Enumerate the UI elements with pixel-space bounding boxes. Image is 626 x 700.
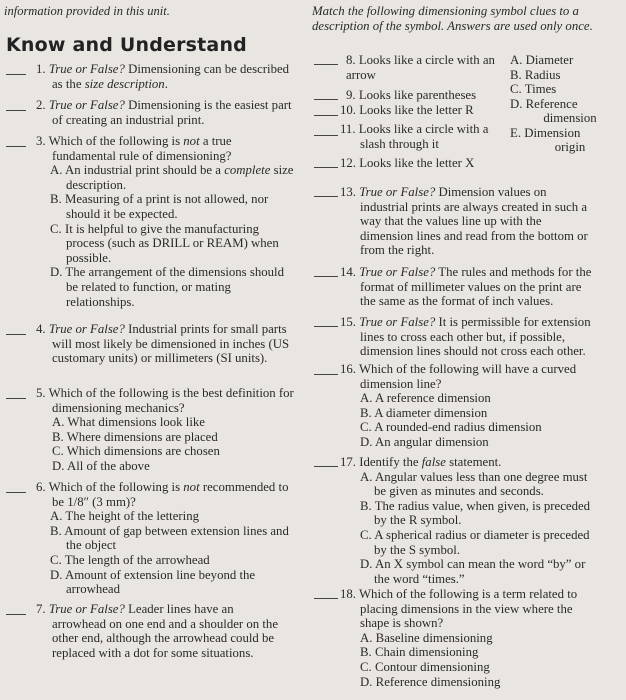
question-6 (36, 480, 298, 597)
question-2 (36, 98, 294, 127)
emphasis-text: not (183, 134, 200, 148)
option-b: B. Chain dimensioning (360, 645, 479, 660)
matching-answer-list (510, 53, 622, 155)
answer-option-d-cont: dimension (543, 111, 597, 125)
answer-blank-12[interactable] (314, 167, 338, 168)
question-text-end: recommended to be 1/8″ (3 mm)? (52, 480, 289, 509)
option-c: C. A spherical radius or diameter is preceded by the S symbol. (360, 527, 590, 557)
matching-clue-10: 10. Looks like the letter R (340, 103, 474, 117)
option-c: C. The length of the arrowhead (50, 552, 210, 567)
option-a: A. Baseline dimensioning (360, 630, 493, 645)
question-number: 2. (36, 98, 46, 112)
option-a: A. An industrial print should be a complete size description. (50, 163, 294, 192)
answer-blank-15[interactable] (314, 326, 338, 327)
question-text: Which of the following is the best definition for dimensioning mechanics? (48, 386, 294, 415)
option-b: B. A diameter dimension (360, 405, 488, 420)
emphasis-text: not (183, 480, 200, 494)
matching-clue-9: 9. Looks like parentheses (346, 88, 477, 102)
question-number: 1. (36, 62, 46, 76)
answer-option-d: D. Reference (510, 96, 578, 111)
option-a: A. What dimensions look like (52, 415, 205, 430)
question-3 (36, 134, 294, 309)
question-number: 5. (36, 386, 46, 400)
answer-option-c: C. Times (510, 82, 557, 96)
matching-clue-12: 12. Looks like the letter X (340, 156, 475, 170)
answer-option-b: B. Radius (510, 67, 561, 82)
question-text: Dimensioning can be described as the (52, 62, 290, 91)
question-1 (36, 62, 294, 91)
true-false-lead: True or False? (48, 98, 125, 112)
question-number: 4. (36, 322, 46, 336)
option-d: D. An angular dimension (360, 434, 489, 449)
option-c: C. Contour dimensioning (360, 659, 490, 674)
answer-option-e-cont: origin (554, 140, 586, 154)
question-14: 14. True or False? The rules and methods for the format of millimeter values on the print are the same as the format of inch values. (340, 265, 592, 309)
question-number: 6. (36, 480, 46, 494)
option-c: C. Which dimensions are chosen (52, 444, 220, 459)
top-fragment-text: information provided in this unit. (4, 4, 170, 18)
answer-blank-5[interactable] (6, 398, 26, 399)
question-text: Which of the following is (48, 480, 184, 494)
question-text: Which of the following is (48, 134, 184, 148)
answer-blank-16[interactable] (314, 374, 338, 375)
answer-blank-11[interactable] (314, 135, 338, 136)
option-d: D. Reference dimensioning (360, 674, 501, 689)
option-d: D. An X symbol can mean the word “by” or the word “times.” (360, 557, 586, 586)
emphasis-text: size description (84, 76, 165, 91)
question-16: 16. Which of the following will have a curved dimension line? A. A reference dimension B. A diameter dimension C. A rounded-end radius dimension D. An angular dimension (340, 362, 592, 450)
answer-blank-10[interactable] (314, 115, 338, 116)
option-a: A. A reference dimension (360, 391, 491, 406)
answer-blank-3[interactable] (6, 146, 26, 147)
answer-blank-1[interactable] (6, 74, 26, 75)
question-text: Dimensioning is the easiest part of creating an industrial print. (52, 98, 292, 127)
question-13: 13. True or False? Dimension values on industrial prints are always created in such a way that the values line up with the dimension lines and read from the bottom or from the right. (340, 185, 588, 258)
answer-blank-17[interactable] (314, 466, 338, 467)
matching-clue-8: 8. Looks like a circle with an arrow (346, 53, 495, 82)
question-18: 18. Which of the following is a term related to placing dimensions in the view where the shape is shown? A. Baseline dimensioning B. Chain dimensioning C. Contour dimensioning D. Reference dimensioning (340, 587, 592, 689)
question-text: Industrial prints for small parts will most likely be dimensioned in inches (US customary units) or millimeters (SI units). (52, 322, 290, 366)
option-c: C. It is helpful to give the manufacturing process (such as DRILL or REAM) when possible. (50, 221, 279, 265)
option-b: B. Amount of gap between extension lines and the object (50, 523, 289, 553)
answer-blank-14[interactable] (314, 276, 338, 277)
question-text: Leader lines have an arrowhead on one end and a shoulder on the other end, although the arrowhead could be replaced with a dot for some situations. (52, 602, 279, 660)
option-a: A. Angular values less than one degree must be given as minutes and seconds. (360, 469, 588, 499)
answer-blank-9[interactable] (314, 99, 338, 100)
question-5 (36, 386, 294, 474)
question-4 (36, 322, 294, 366)
answer-option-a: A. Diameter (510, 53, 574, 67)
answer-blank-18[interactable] (314, 598, 338, 599)
answer-blank-2[interactable] (6, 110, 26, 111)
option-b: B. Where dimensions are placed (52, 429, 218, 444)
option-b: B. The radius value, when given, is preceded by the R symbol. (360, 498, 591, 528)
answer-blank-7[interactable] (6, 614, 26, 615)
question-end: . (164, 76, 168, 91)
matching-clue-11: 11. Looks like a circle with a slash through it (340, 122, 489, 151)
true-false-lead: True or False? (48, 602, 125, 616)
question-17: 17. Identify the false statement. A. Angular values less than one degree must be given as minutes and seconds. B. The radius value, when given, is preceded by the R symbol. C. A spherical radius or diameter is preceded by the S symbol. D. An X symbol can mean the word “by” or the word “times.” (340, 455, 596, 586)
answer-option-e: E. Dimension (510, 125, 581, 140)
option-d: D. All of the above (52, 458, 150, 473)
option-b: B. Measuring of a print is not allowed, nor should it be expected. (50, 192, 269, 221)
section-title: Know and Understand (6, 34, 247, 56)
answer-blank-13[interactable] (314, 196, 338, 197)
question-number: 7. (36, 602, 46, 616)
question-15: 15. True or False? It is permissible for extension lines to cross each other but, if possible, dimension lines should not cross each other. (340, 315, 591, 359)
question-number: 3. (36, 134, 46, 148)
option-d: D. The arrangement of the dimensions should be related to function, or mating relationships. (50, 265, 284, 309)
answer-blank-8[interactable] (314, 64, 338, 65)
question-7 (36, 602, 286, 660)
option-a: A. The height of the lettering (50, 509, 200, 524)
option-c: C. A rounded-end radius dimension (360, 420, 542, 435)
answer-blank-4[interactable] (6, 334, 26, 335)
matching-instructions: Match the following dimensioning symbol clues to a description of the symbol. Answers are used only once. (312, 4, 593, 33)
option-d: D. Amount of extension line beyond the arrowhead (50, 567, 256, 597)
true-false-lead: True or False? (48, 62, 125, 76)
answer-blank-6[interactable] (6, 492, 26, 493)
true-false-lead: True or False? (48, 322, 125, 336)
question-text-end: a true fundamental rule of dimensioning? (52, 134, 232, 163)
